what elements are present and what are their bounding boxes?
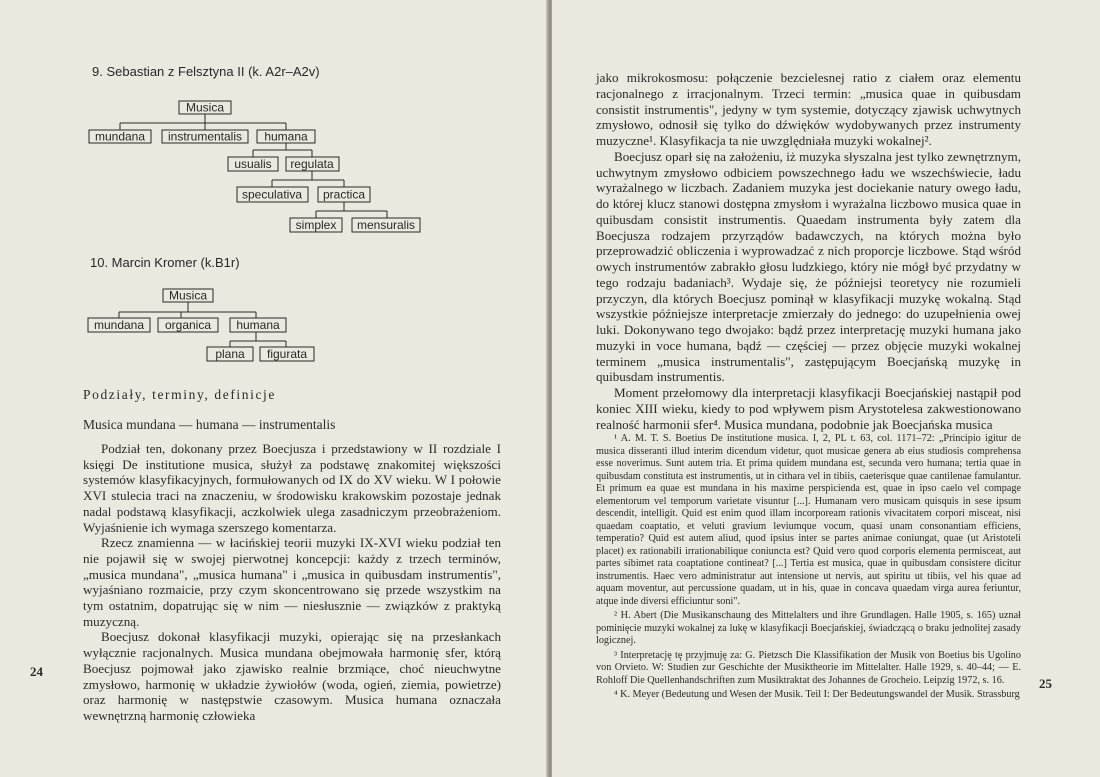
- footnotes: [596, 433, 1021, 702]
- footnote-1: ¹ A. M. T. S. Boetius De institutione musica. I, 2, PL t. 63, col. 1171–72: „Principio igitur de musica disseranti illud interim dicendum videtur, quot musicae genera ab eius studiosis comprehensa esse noverimus. Sunt autem tria. Et prima quidem mundana est, secunda vero humana; tertia quae in quibusdam constituta est instrumentis, ut in cithara vel in tibiis, caeterisque quae cantilenae famulantur. Et primum ea quae est mundana in his maxime perspicienda est, quae in ipso caelo vel compage elementorum vel temporum varietate visuntur [...]. Humanam vero musicam quisquis in sese ipsum descendit, intelligit. Quid est enim quod illam incorpoream rationis vivacitatem corpori misceat, nisi quaedam coaptatio, et veluti gravium leviumque vocum, quasi unam consonantiam efficiens, temperatio? Quid est autem aliud, quod ipsius inter se partes animae coniungat, quae (ut Aristoteli placet) ex rationabili irrationabilique coniuncta est? Quid vero quod corporis elementa permisceat, aut partes sibimet rata coaptatione contineat? [...] Tertia est musica, quae in quibusdam consistere dicitur instrumentis. Haec vero administratur aut intensione ut nervis, aut spiritu ut tibiis, vel his quae ad aquam moventur, aut percussione quadam, ut in his, quae in concava quaedam virga aurea feriuntur, atque inde diversi efficiuntur soni".: [596, 433, 1021, 607]
- diagram-1: [0, 0, 548, 380]
- left-paragraph-3: Boecjusz dokonał klasyfikacji muzyki, opierając się na przesłankach wyłącznie racjonalnych. Musica mundana obejmowała harmonię sfer, którą Boecjusz pojmował jako zjawisko realnie brzmiące, choć nieuchwytne zmysłowo, harmonię w układzie żywiołów (woda, ogień, ziemia, powietrze) oraz harmonię w następstwie czasowym. Musica humana oznaczała wewnętrzną harmonię człowieka: [83, 629, 501, 723]
- node-instrumentalis-label: instrumentalis: [167, 129, 243, 144]
- node-speculativa-label: speculativa: [241, 187, 303, 202]
- diagram-2-title: 10. Marcin Kromer (k.B1r): [90, 255, 240, 270]
- node-practica-label: practica: [322, 187, 366, 202]
- node-mensuralis-label: mensuralis: [356, 218, 416, 232]
- node2-humana-label: humana: [236, 318, 280, 332]
- node-regulata-label: regulata: [290, 157, 334, 171]
- node2-organica-label: organica: [164, 318, 212, 332]
- footnote-3: ³ Interpretację tę przyjmuję za: G. Pietzsch Die Klassifikation der Musik von Boetius bis Ugolino von Orvieto. W: Studien zur Geschichte der Musiktheorie im Mittelalter. Halle 1929, s. 40–44; — E. Rohloff Die Quellenhandschriften zum Musiktraktat des Johannes de Grocheio. Leipzig 1972, s. 16.: [596, 649, 1021, 686]
- page-number-left: 24: [30, 664, 43, 679]
- footnote-4: ⁴ K. Meyer (Bedeutung und Wesen der Musik. Teil I: Der Bedeutungswandel der Musik. Strassburg: [614, 689, 1020, 700]
- node2-plana-label: plana: [215, 347, 245, 361]
- right-body-text: [596, 70, 1021, 432]
- node2-figurata-label: figurata: [266, 347, 308, 361]
- left-paragraph-1: Podział ten, dokonany przez Boecjusza i przedstawiony w II rozdziale I księgi De institutione musica, służył za podstawę znakomitej większości systemów klasyfikacyjnych, formułowanych od IX do XV wieku. W I połowie XVI stulecia traci na znaczeniu, w środowisku krakowskim pozostaje jednak nadal podstawą klasyfikacji, aczkolwiek ulega zasadniczym przeobrażeniom. Wyjaśnienie ich wymaga szerszego komentarza.: [83, 441, 501, 535]
- right-page: [552, 0, 1100, 777]
- section-subheading: Musica mundana — humana — instrumentalis: [83, 417, 336, 432]
- node-musica-label: Musica: [185, 100, 225, 115]
- node2-mundana-label: mundana: [93, 318, 145, 332]
- page-number-right: 25: [1039, 676, 1052, 691]
- node-simplex-label: simplex: [295, 218, 337, 232]
- node-usualis-label: usualis: [234, 157, 272, 171]
- node2-musica-label: Musica: [168, 288, 208, 303]
- footnote-2: ² H. Abert (Die Musikanschaung des Mittelalters und ihre Grundlagen. Halle 1905, s. 165) uznał pominięcie muzyki wokalnej za lukę w klasyfikacji Boecjańskiej, świadczącą o braku jednolitej zasady logicznej.: [596, 610, 1021, 646]
- left-body-text: [83, 441, 501, 724]
- right-paragraph-2: Boecjusz oparł się na założeniu, iż muzyka słyszalna jest tylko zewnętrznym, uchwytnym zmysłowo odbiciem powszechnego ładu we wszechświecie, ładu wyrażalnego w liczbach. Zadaniem muzyka jest dociekanie natury owego ładu, do której klucz stanowi dostępna zmysłom i wyrażalna liczbowo musica quae in quibusdam consistit instrumentis. Quaedam instrumenta były zatem dla Boecjusza rodzajem przyrządów badawczych, na których można było przeprowadzić obliczenia i wyprowadzać z nich proporcje liczbowe. Stąd wśród owych instrumentów zabrakło głosu ludzkiego, który nie mógł być przydatny w tego rodzaju badaniach³. Wydaje się, że późniejsi teoretycy nie rozumieli przyczyn, dla których Boecjusz pominął w klasyfikacji muzykę wokalną. Stąd wszystkie późniejsze interpretacje zmierzały do jednego: do uzupełnienia owej luki. Dokonywano tego dwojako: bądź przez interpretację muzyki humana jako muzyki in voce humana, bądź — częściej — przez objęcie muzyki wokalnej terminem „musica instrumentalis", zastępującym Boecjańską muzykę in quibusdam instrumentis.: [596, 148, 1021, 385]
- diagram-1-title: 9. Sebastian z Felsztyna II (k. A2r–A2v): [92, 64, 320, 79]
- right-paragraph-1: jako mikrokosmosu: połączenie bezcielesnej ratio z ciałem oraz elementu racjonalnego z irracjonalnym. Trzeci termin: „musica quae in quibusdam consistit instrumentis", jedyny w tym systemie, dotyczący zjawisk uchwytnych zmysłowo, odnosił się tylko do dźwięków wydobywanych przez instrumenty muzyczne¹. Klasyfikacja ta nie uwzględniała muzyki wokalnej².: [596, 70, 1021, 148]
- right-paragraph-3: Moment przełomowy dla interpretacji klasyfikacji Boecjańskiej nastąpił pod koniec XIII wieku, kiedy to pod wpływem pism Arystotelesa zakwestionowano realność harmonii sfer⁴. Musica mundana, podobnie jak Boecjańska musica: [596, 385, 1021, 432]
- node-mundana-label: mundana: [94, 129, 146, 144]
- left-page: [0, 0, 548, 777]
- node-humana-label: humana: [264, 129, 308, 144]
- left-paragraph-2: Rzecz znamienna — w łacińskiej teorii muzyki IX-XVI wieku podział ten nie pojawił się w swojej pierwotnej koncepcji: każdy z trzech terminów, „musica mundana", „musica humana" i „musica in quibusdam instrumentis", wyjaśniano rozmaicie, przy czym skoncentrowano się przede wszystkim na tym ostatnim, dopatrując się w nim — niesłusznie — związków z praktyką muzyczną.: [83, 535, 501, 629]
- section-heading: Podziały, terminy, definicje: [83, 387, 277, 402]
